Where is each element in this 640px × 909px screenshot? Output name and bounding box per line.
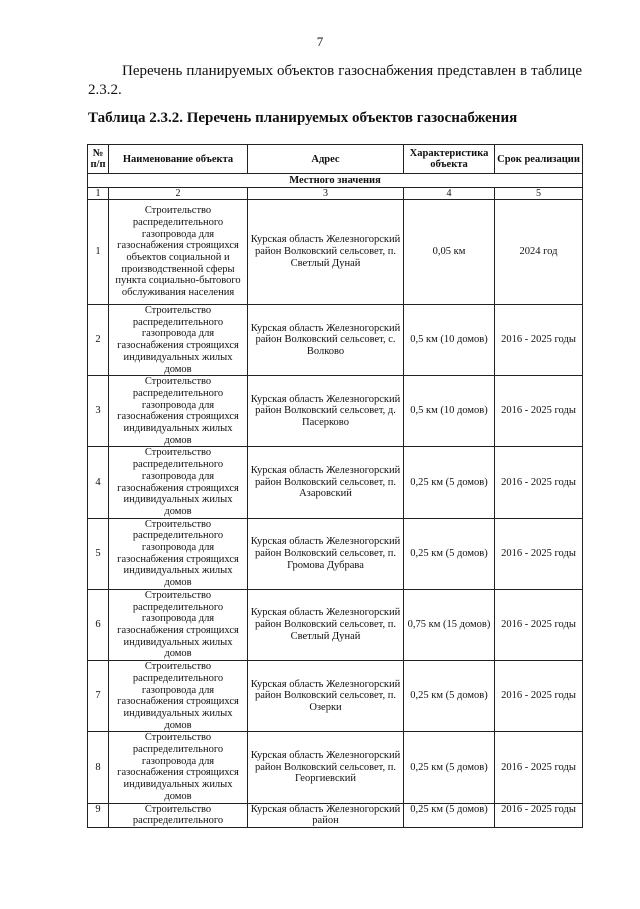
column-number: 3 xyxy=(248,188,404,200)
header-num: № п/п xyxy=(88,145,109,174)
row-object-name: Строительство распределительного газопровода для газоснабжения строящихся индивидуальных жилых домов xyxy=(109,518,248,589)
row-object-name: Строительство распределительного газопровода для газоснабжения строящихся индивидуальных жилых домов xyxy=(109,589,248,660)
table-row xyxy=(88,589,583,660)
row-num: 6 xyxy=(88,589,109,660)
row-address: Курская область Железногорский район Волковский сельсовет, п. Озерки xyxy=(248,661,404,732)
row-term: 2016 - 2025 годы xyxy=(495,305,583,376)
row-num: 7 xyxy=(88,661,109,732)
header-characteristic: Характеристика объекта xyxy=(404,145,495,174)
table-row xyxy=(88,518,583,589)
row-address: Курская область Железногорский район Волковский сельсовет, с. Волково xyxy=(248,305,404,376)
column-number-row xyxy=(88,188,583,200)
table-row xyxy=(88,376,583,447)
row-characteristic: 0,25 км (5 домов) xyxy=(404,803,495,827)
row-address: Курская область Железногорский район Волковский сельсовет, п. Георгиевский xyxy=(248,732,404,803)
table-row xyxy=(88,305,583,376)
table-row xyxy=(88,732,583,803)
header-name: Наименование объекта xyxy=(109,145,248,174)
row-num: 4 xyxy=(88,447,109,518)
row-address: Курская область Железногорский район Волковский сельсовет, п. Громова Дубрава xyxy=(248,518,404,589)
column-number: 2 xyxy=(109,188,248,200)
row-object-name: Строительство распределительного газопровода для газоснабжения строящихся индивидуальных жилых домов xyxy=(109,305,248,376)
row-object-name: Строительство распределительного газопровода для газоснабжения строящихся индивидуальных жилых домов xyxy=(109,447,248,518)
intro-paragraph: Перечень планируемых объектов газоснабжения представлен в таблице 2.3.2. xyxy=(88,63,582,98)
row-object-name: Строительство распределительного xyxy=(109,803,248,827)
row-address: Курская область Железногорский район Волковский сельсовет, п. Светлый Дунай xyxy=(248,589,404,660)
row-term: 2016 - 2025 годы xyxy=(495,661,583,732)
table-row xyxy=(88,447,583,518)
row-characteristic: 0,25 км (5 домов) xyxy=(404,732,495,803)
row-address: Курская область Железногорский район xyxy=(248,803,404,827)
table-row xyxy=(88,200,583,305)
row-characteristic: 0,25 км (5 домов) xyxy=(404,661,495,732)
row-num: 9 xyxy=(88,803,109,827)
row-term: 2016 - 2025 годы xyxy=(495,376,583,447)
row-num: 3 xyxy=(88,376,109,447)
row-characteristic: 0,5 км (10 домов) xyxy=(404,305,495,376)
row-object-name: Строительство распределительного газопровода для газоснабжения строящихся индивидуальных жилых домов xyxy=(109,661,248,732)
header-term: Срок реализации xyxy=(495,145,583,174)
table-row xyxy=(88,661,583,732)
header-address: Адрес xyxy=(248,145,404,174)
gas-objects-table xyxy=(87,144,583,828)
section-row xyxy=(88,174,583,188)
row-term: 2016 - 2025 годы xyxy=(495,518,583,589)
page-number: 7 xyxy=(316,34,324,49)
column-number: 5 xyxy=(495,188,583,200)
row-address: Курская область Железногорский район Волковский сельсовет, п. Светлый Дунай xyxy=(248,200,404,305)
section-label: Местного значения xyxy=(88,174,583,188)
row-term: 2016 - 2025 годы xyxy=(495,589,583,660)
row-characteristic: 0,05 км xyxy=(404,200,495,305)
row-object-name: Строительство распределительного газопровода для газоснабжения строящихся объектов социальной и производственной сферы пункта социально-бытового обслуживания населения xyxy=(109,200,248,305)
row-num: 1 xyxy=(88,200,109,305)
row-characteristic: 0,75 км (15 домов) xyxy=(404,589,495,660)
row-term: 2024 год xyxy=(495,200,583,305)
row-address: Курская область Железногорский район Волковский сельсовет, д. Пасерково xyxy=(248,376,404,447)
row-address: Курская область Железногорский район Волковский сельсовет, п. Азаровский xyxy=(248,447,404,518)
column-number: 4 xyxy=(404,188,495,200)
row-term: 2016 - 2025 годы xyxy=(495,803,583,827)
row-object-name: Строительство распределительного газопровода для газоснабжения строящихся индивидуальных жилых домов xyxy=(109,732,248,803)
row-term: 2016 - 2025 годы xyxy=(495,732,583,803)
row-object-name: Строительство распределительного газопровода для газоснабжения строящихся индивидуальных жилых домов xyxy=(109,376,248,447)
row-num: 2 xyxy=(88,305,109,376)
column-number: 1 xyxy=(88,188,109,200)
row-characteristic: 0,25 км (5 домов) xyxy=(404,518,495,589)
table-title: Таблица 2.3.2. Перечень планируемых объектов газоснабжения xyxy=(88,110,518,126)
row-characteristic: 0,25 км (5 домов) xyxy=(404,447,495,518)
row-term: 2016 - 2025 годы xyxy=(495,447,583,518)
row-characteristic: 0,5 км (10 домов) xyxy=(404,376,495,447)
row-num: 5 xyxy=(88,518,109,589)
table-header-row xyxy=(88,145,583,174)
table-row xyxy=(88,803,583,827)
row-num: 8 xyxy=(88,732,109,803)
